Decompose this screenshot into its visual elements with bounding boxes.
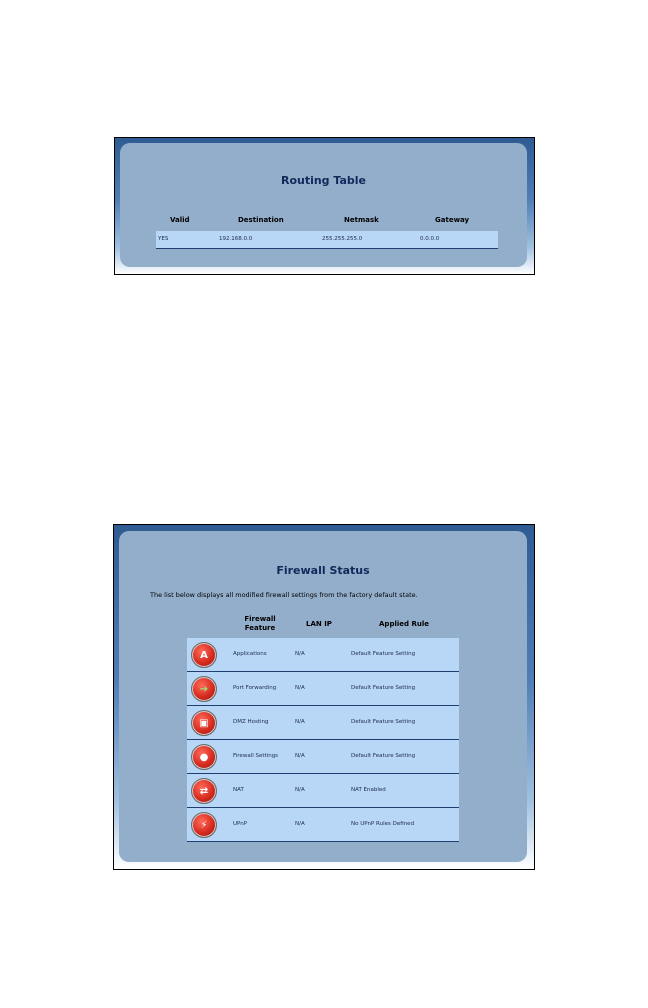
column-header-firewall-feature [235,615,285,633]
firewall-description: The list below displays all modified firewall settings from the factory default state. [150,591,418,599]
firewall-table [187,638,459,842]
cell-lan-ip: N/A [295,651,305,657]
column-header-lan-ip: LAN IP [306,620,332,628]
routing-table-panel [120,143,527,267]
cell-lan-ip: N/A [295,753,305,759]
cell-feature[interactable]: Applications [233,651,267,657]
column-header-gateway: Gateway [435,216,470,224]
column-header-applied-rule: Applied Rule [379,620,429,628]
cell-applied-rule: Default Feature Setting [351,719,416,725]
applications-icon: A [191,642,217,668]
column-header-destination: Destination [238,216,284,224]
cell-destination: 192.168.0.0 [219,236,253,242]
cell-valid: YES [158,236,169,242]
table-row[interactable] [187,774,459,808]
cell-applied-rule: Default Feature Setting [351,753,416,759]
cell-feature[interactable]: Firewall Settings [233,753,279,759]
column-header-feature-line1: Firewall [244,615,276,623]
cell-feature[interactable]: NAT [233,787,244,793]
table-row [156,231,498,249]
cell-netmask: 255.255.255.0 [322,236,363,242]
cell-feature[interactable]: Port Forwarding [233,685,277,691]
firewall-status-title: Firewall Status [276,564,370,577]
column-header-feature-line2: Feature [244,624,276,632]
routing-table-title: Routing Table [280,174,367,187]
dmz-hosting-icon: ▣ [191,710,217,736]
nat-icon: ⇄ [191,778,217,804]
cell-applied-rule: Default Feature Setting [351,685,416,691]
table-row[interactable] [187,706,459,740]
column-header-valid: Valid [170,216,190,224]
cell-lan-ip: N/A [295,821,305,827]
cell-lan-ip: N/A [295,787,305,793]
firewall-status-screenshot [113,524,535,870]
table-row[interactable] [187,638,459,672]
cell-lan-ip: N/A [295,719,305,725]
firewall-status-panel [119,531,527,862]
cell-applied-rule: Default Feature Setting [351,651,416,657]
table-row[interactable] [187,808,459,842]
routing-table-screenshot [114,137,535,275]
cell-applied-rule: NAT Enabled [351,787,386,793]
upnp-icon: ⚡ [191,812,217,838]
firewall-settings-icon: ● [191,744,217,770]
port-forwarding-icon: ➔ [191,676,217,702]
cell-applied-rule: No UPnP Rules Defined [351,821,415,827]
table-row[interactable] [187,672,459,706]
cell-gateway: 0.0.0.0 [420,236,440,242]
column-header-netmask: Netmask [344,216,379,224]
cell-lan-ip: N/A [295,685,305,691]
cell-feature[interactable]: UPnP [233,821,248,827]
cell-feature[interactable]: DMZ Hosting [233,719,269,725]
table-row[interactable] [187,740,459,774]
